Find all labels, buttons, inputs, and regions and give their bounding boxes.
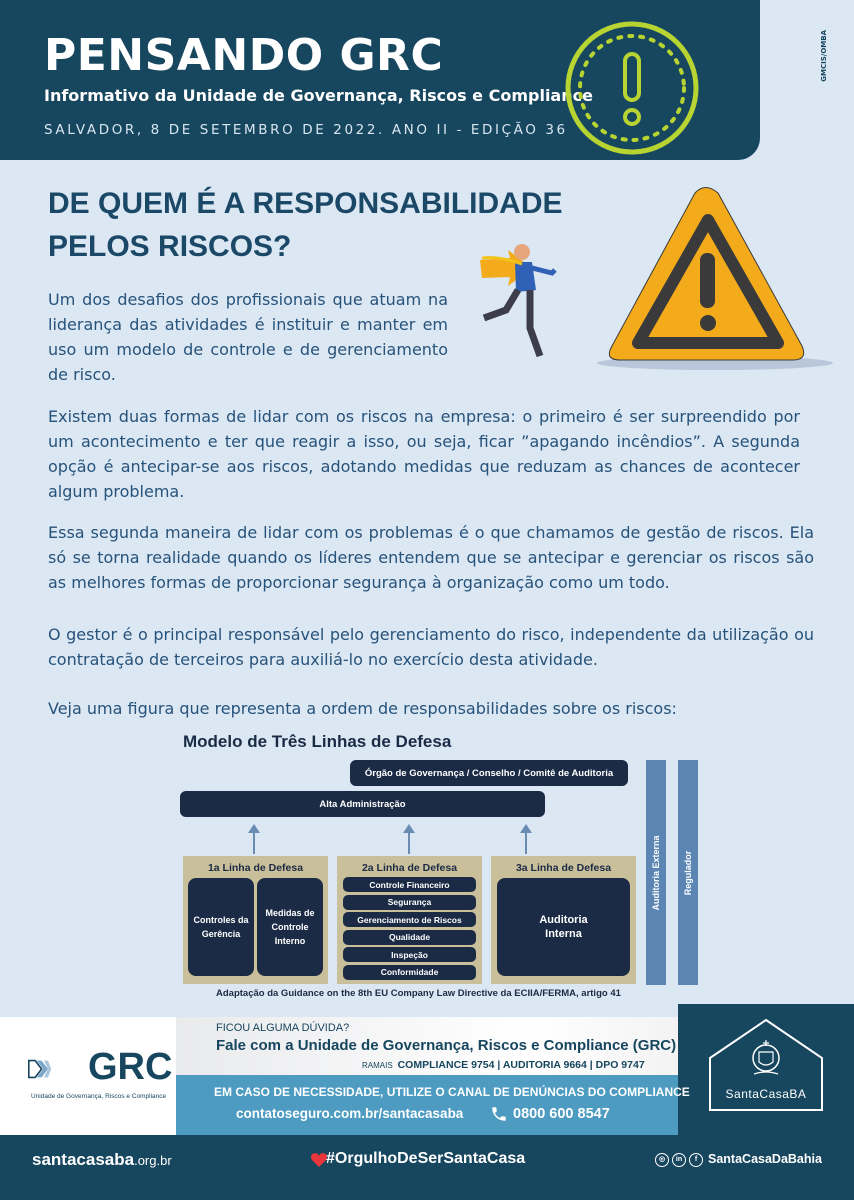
website-link[interactable]: [32, 1150, 172, 1170]
diagram-title: Modelo de Três Linhas de Defesa: [183, 732, 452, 751]
question-heading: FICOU ALGUMA DÚVIDA?: [216, 1022, 350, 1034]
extensions-values: COMPLIANCE 9754 | AUDITORIA 9664 | DPO 9747: [397, 1059, 645, 1071]
second-line-item: Gerenciamento de Riscos: [343, 912, 476, 927]
linkedin-icon[interactable]: in: [672, 1153, 686, 1167]
newsletter-subtitle: Informativo da Unidade de Governança, Riscos e Compliance: [44, 86, 593, 105]
internal-audit-box: Auditoria Interna: [497, 878, 630, 976]
phone-icon: [490, 1105, 508, 1123]
edition-code: GMCIS/OMBA: [820, 30, 828, 82]
report-channel-title: EM CASO DE NECESSIDADE, UTILIZE O CANAL DE DENÚNCIAS DO COMPLIANCE: [214, 1085, 690, 1099]
regulator-label: Regulador: [683, 850, 693, 895]
header: [0, 0, 854, 165]
article-title: DE QUEM É A RESPONSABILIDADE PELOS RISCOS?: [48, 187, 563, 263]
external-audit-label: Auditoria Externa: [651, 834, 661, 911]
management-controls-box: Controles da Gerência: [188, 878, 254, 976]
arrow-line-2: [408, 832, 410, 854]
second-line-title: 2a Linha de Defesa: [361, 862, 458, 874]
santacasa-logo-text: SantaCasaBA: [725, 1087, 807, 1101]
social-handle[interactable]: SantaCasaDaBahia: [708, 1152, 822, 1166]
paragraph-3: Essa segunda maneira de lidar com os problemas é o que chamamos de gestão de riscos. Ela só se torna realidade quando os líderes entendem que se antecipar e gerenciar os riscos são as melhores formas de proporcionar segurança à organização como um todo.: [48, 523, 814, 592]
second-line-item: Segurança: [343, 895, 476, 910]
report-phone-number[interactable]: 0800 600 8547: [513, 1106, 610, 1122]
paragraph-5: Veja uma figura que representa a ordem de responsabilidades sobre os riscos:: [48, 699, 677, 718]
website-name: santacasaba: [32, 1150, 135, 1169]
second-line-of-defense: [337, 856, 482, 984]
diagram-caption: Adaptação da Guidance on the 8th EU Company Law Directive da ECIIA/FERMA, artigo 41: [216, 988, 621, 999]
paragraph-4: O gestor é o principal responsável pelo gerenciamento do risco, independente da utilização ou contratação de terceiros para auxiliá-lo no exercício desta atividade.: [48, 625, 814, 669]
senior-management-box: Alta Administração: [180, 791, 545, 817]
website-domain: .org.br: [134, 1153, 172, 1168]
external-audit-bar: [646, 760, 666, 985]
warning-sign-illustration: [460, 178, 840, 378]
grc-wordmark: GRC: [88, 1046, 173, 1088]
second-line-item: Qualidade: [343, 930, 476, 945]
instagram-icon[interactable]: ◎: [655, 1153, 669, 1167]
first-line-title: 1a Linha de Defesa: [207, 862, 304, 874]
grc-chevron-logo-icon: [28, 1044, 88, 1094]
extensions-line: [362, 1059, 645, 1071]
first-line-of-defense: [183, 856, 328, 984]
hashtag: #OrgulhoDeSerSantaCasa: [326, 1150, 526, 1167]
facebook-icon[interactable]: f: [689, 1153, 703, 1167]
extensions-label: RAMAIS: [362, 1061, 393, 1070]
second-line-item: Conformidade: [343, 965, 476, 980]
internal-control-box: Medidas de Controle Interno: [257, 878, 323, 976]
regulator-bar: [678, 760, 698, 985]
grc-tagline: Unidade de Governança, Riscos e Compliance: [31, 1093, 167, 1100]
third-line-title: 3a Linha de Defesa: [515, 862, 612, 874]
report-channel-link[interactable]: contatoseguro.com.br/santacasaba: [236, 1106, 464, 1121]
second-line-item: Controle Financeiro: [343, 877, 476, 892]
paragraph-2: Existem duas formas de lidar com os riscos na empresa: o primeiro é ser surpreendido por um acontecimento e ter que reagir a isso, ou seja, ficar ”apagando incêndios”. A segunda opção é antecipar-se aos riscos, adotando medidas que reduzam as chances de acontecer algum problema.: [48, 407, 800, 501]
contact-title: Fale com a Unidade de Governança, Riscos e Compliance (GRC): [216, 1037, 677, 1054]
arrow-line-3: [525, 832, 527, 854]
paragraph-1: Um dos desafios dos profissionais que atuam na liderança das atividades é instituir e manter em uso um modelo de controle e de gerenciamento de risco.: [48, 290, 448, 384]
arrow-line-1: [253, 832, 255, 854]
newsletter-title: PENSANDO GRC: [44, 30, 444, 81]
second-line-item: Inspeção: [343, 947, 476, 962]
exclamation-ring-icon: [562, 18, 702, 158]
third-line-of-defense: [491, 856, 636, 984]
edition-date: SALVADOR, 8 DE SETEMBRO DE 2022. ANO II - EDIÇÃO 36: [44, 122, 568, 138]
governance-box: Órgão de Governança / Conselho / Comitê de Auditoria: [350, 760, 628, 786]
report-channel-panel: [176, 1075, 678, 1135]
